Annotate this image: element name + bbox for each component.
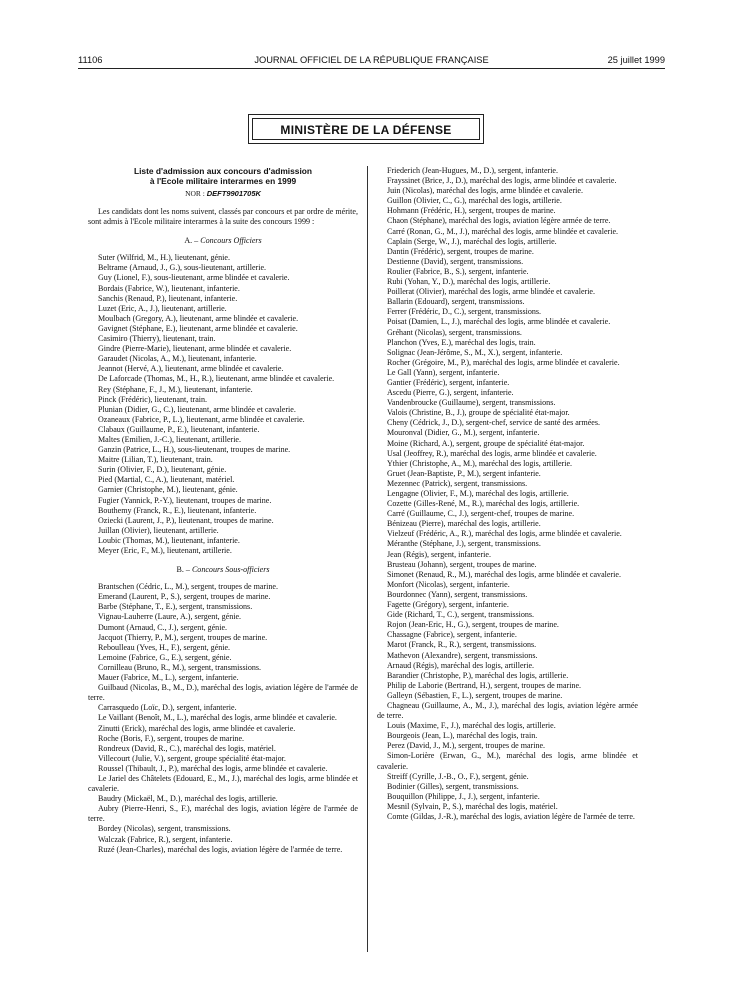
list-item: Bénizeau (Pierre), maréchal des logis, artillerie. (387, 519, 541, 529)
list-item: Vignau-Lauherre (Laure, A.), sergent, génie. (98, 612, 242, 622)
list-item: Plunian (Didier, G., C.), lieutenant, arme blindée et cavalerie. (98, 404, 296, 414)
ministry-box (248, 114, 484, 144)
left-column (88, 166, 358, 855)
column-divider (367, 166, 368, 952)
list-item: Garaudet (Nicolas, A., M.), lieutenant, infanterie. (98, 354, 257, 364)
list-item: Guillon (Olivier, C., G.), maréchal des logis, artillerie. (387, 196, 562, 206)
list-item: Bourdonnec (Yann), sergent, transmissions. (387, 589, 528, 599)
nor-code: DEFT9901705K (206, 189, 261, 198)
list-item: Moine (Richard, A.), sergent, groupe de spécialité état-major. (387, 438, 585, 448)
list-item: Brantschen (Cédric, L., M.), sergent, troupes de marine. (98, 582, 278, 592)
nor-label: NOR : (185, 189, 205, 198)
list-item: Jacquot (Thierry, P., M.), sergent, troupes de marine. (98, 632, 268, 642)
list-item: Rey (Stéphane, F., J., M.), lieutenant, infanterie. (98, 384, 253, 394)
section-a-letter: A. – (184, 236, 199, 246)
list-item: Roche (Boris, F.), sergent, troupes de marine. (98, 733, 245, 743)
list-item: Jean (Régis), sergent, infanterie. (387, 549, 491, 559)
list-item: Destienne (David), sergent, transmissions. (387, 256, 524, 266)
journal-title: JOURNAL OFFICIEL DE LA RÉPUBLIQUE FRANÇAISE (254, 55, 489, 65)
list-item: Gantier (Frédéric), sergent, infanterie. (387, 377, 510, 387)
ministry-title: MINISTÈRE DE LA DÉFENSE (252, 118, 480, 140)
list-item: Rocher (Grégoire, M., P.), maréchal des logis, arme blindée et cavalerie. (387, 357, 620, 367)
list-item: Ferrer (Frédéric, D., C.), sergent, transmissions. (387, 307, 542, 317)
right-column (377, 166, 638, 822)
list-item: Juin (Nicolas), maréchal des logis, arme blindée et cavalerie. (387, 186, 583, 196)
list-item: Bouquillon (Philippe, J., J.), sergent, infanterie. (387, 791, 540, 801)
list-item: Le Vaillant (Benoît, M., L.), maréchal des logis, arme blindée et cavalerie. (98, 713, 337, 723)
section-b-list-left (88, 582, 358, 855)
list-item: Cornilleau (Bruno, R., M.), sergent, transmissions. (98, 662, 262, 672)
list-item: Carré (Ronan, G., M., J.), maréchal des logis, arme blindée et cavalerie. (387, 226, 619, 236)
list-item: Bourgeois (Jean, L.), maréchal des logis, train. (387, 731, 538, 741)
list-item: Ballarin (Edouard), sergent, transmissions. (387, 297, 525, 307)
list-item: Moulbach (Gregory, A.), lieutenant, arme blindée et cavalerie. (98, 313, 299, 323)
list-item: Caplain (Serge, W., J.), maréchal des logis, artillerie. (387, 236, 557, 246)
list-item: Mezennec (Patrick), sergent, transmissions. (387, 478, 528, 488)
list-item: Sanchis (Renaud, P.), lieutenant, infanterie. (98, 293, 238, 303)
list-item: Walczak (Fabrice, R.), sergent, infanterie. (98, 834, 233, 844)
list-item: Pied (Martial, C., A.), lieutenant, matériel. (98, 475, 235, 485)
section-b-title: Concours Sous-officiers (191, 565, 270, 575)
list-item: Carrasquedo (Loïc, D.), sergent, infanterie. (98, 703, 237, 713)
list-item: Gavignet (Stéphane, E.), lieutenant, arme blindée et cavalerie. (98, 323, 298, 333)
list-item: Roussel (Thibault, J., P.), maréchal des logis, arme blindée et cavalerie. (98, 763, 328, 773)
list-item: Valois (Christine, B., J.), groupe de spécialité état-major. (387, 408, 570, 418)
list-item: Carré (Guillaume, C., J.), sergent-chef, troupes de marine. (387, 509, 575, 519)
list-item: Roulier (Fabrice, B., S.), sergent, infanterie. (387, 266, 529, 276)
list-item: De Laforcade (Thomas, M., H., R.), lieutenant, arme blindée et cavalerie. (98, 374, 335, 384)
list-item: Ythier (Christophe, A., M.), maréchal des logis, artillerie. (387, 458, 573, 468)
list-item: Dumont (Arnaud, C., J.), sergent, génie. (98, 622, 228, 632)
notice-title-line-2: à l'Ecole militaire interarmes en 1999 (149, 176, 297, 186)
list-item: Mauer (Fabrice, M., L.), sergent, infanterie. (98, 673, 239, 683)
list-item: Bouthemy (Franck, R., E.), lieutenant, infanterie. (98, 505, 257, 515)
list-item: Ganzin (Patrice, L., H.), sous-lieutenant, troupes de marine. (98, 445, 291, 455)
publication-date: 25 juillet 1999 (607, 55, 665, 65)
list-item: Simonet (Renaud, R., M.), maréchal des logis, arme blindée et cavalerie. (387, 569, 621, 579)
list-item: Jeannot (Hervé, A.), lieutenant, arme blindée et cavalerie. (98, 364, 284, 374)
section-a-title: Concours Officiers (200, 236, 262, 246)
list-item: Casimiro (Thierry), lieutenant, train. (98, 334, 216, 344)
list-item: Emerand (Laurent, P., S.), sergent, troupes de marine. (98, 592, 271, 602)
list-item: Maitre (Lilian, T.), lieutenant, train. (98, 455, 213, 465)
list-item: Aubry (Pierre-Henri, S., F.), maréchal des logis, aviation légère de l'armée de terre. (88, 804, 358, 824)
list-item: Meyer (Eric, F., M.), lieutenant, artillerie. (98, 546, 232, 555)
list-item: Philip de Laborie (Bertrand, H.), sergent, troupes de marine. (387, 680, 582, 690)
list-item: Vielzeuf (Frédéric, A., R.), maréchal des logis, arme blindée et cavalerie. (387, 529, 622, 539)
list-item: Suter (Wilfrid, M., H.), lieutenant, génie. (98, 253, 230, 263)
list-item: Le Gall (Yann), sergent, infanterie. (387, 367, 500, 377)
list-item: Galleyn (Sébastien, F., L.), sergent, troupes de marine. (387, 690, 563, 700)
list-item: Ozaneaux (Fabrice, P., L.), lieutenant, arme blindée et cavalerie. (98, 414, 305, 424)
list-item: Gide (Richard, T., C.), sergent, transmissions. (387, 610, 535, 620)
list-item: Bordais (Fabrice, W.), lieutenant, infanterie. (98, 283, 240, 293)
list-item: Luzet (Eric, A., J.), lieutenant, artillerie. (98, 303, 227, 313)
list-item: Chaon (Stéphane), maréchal des logis, aviation légère armée de terre. (387, 216, 611, 226)
list-item: Méranthe (Stéphane, J.), sergent, transmissions. (387, 539, 541, 549)
list-item: Guilbaud (Nicolas, B., M., D.), maréchal des logis, aviation légère de l'armée de terre. (88, 683, 358, 703)
list-item: Villecourt (Julie, V.), sergent, groupe spécialité état-major. (98, 753, 286, 763)
list-item: Frayssinet (Brice, J., D.), maréchal des logis, arme blindée et cavalerie. (387, 176, 617, 186)
list-item: Perez (David, J., M.), sergent, troupes de marine. (387, 741, 546, 751)
list-item: Maltes (Emilien, J.-C.), lieutenant, artillerie. (98, 434, 242, 444)
list-item: Poillerat (Olivier), maréchal des logis, arme blindée et cavalerie. (387, 287, 596, 297)
list-item: Fugier (Yannick, P.-Y.), lieutenant, troupes de marine. (98, 495, 272, 505)
list-item: Pinck (Frédéric), lieutenant, train. (98, 394, 208, 404)
section-b-heading (88, 565, 358, 575)
list-item: Comte (Gildas, J.-R.), maréchal des logis, aviation légère de l'armée de terre. (387, 812, 635, 821)
list-item: Surin (Olivier, F., D.), lieutenant, génie. (98, 465, 227, 475)
list-item: Reboulleau (Yves, H., F.), sergent, génie. (98, 642, 231, 652)
list-item: Rondreux (David, R., C.), maréchal des logis, matériel. (98, 743, 276, 753)
list-item: Ruzé (Jean-Charles), maréchal des logis, aviation légère de l'armée de terre. (98, 844, 343, 854)
list-item: Le Jariel des Châtelets (Edouard, E., M., J.), maréchal des logis, arme blindée et cavalerie. (88, 773, 358, 794)
list-item: Zinutti (Erick), maréchal des logis, arme blindée et cavalerie. (98, 723, 296, 733)
list-item: Chassagne (Fabrice), sergent, infanterie. (387, 630, 517, 640)
list-item: Usal (Jeoffrey, R.), maréchal des logis, arme blindée et cavalerie. (387, 448, 597, 458)
list-item: Mouronval (Didier, G., M.), sergent, infanterie. (387, 428, 540, 438)
list-item: Garnier (Christophe, M.), lieutenant, génie. (98, 485, 238, 495)
list-item: Simon-Lorière (Erwan, G., M.), maréchal des logis, arme blindée et cavalerie. (377, 751, 638, 771)
list-item: Beltrame (Arnaud, J., G.), sous-lieutenant, artillerie. (98, 263, 267, 273)
list-item: Barandier (Christophe, P.), maréchal des logis, artillerie. (387, 670, 569, 680)
list-item: Vandenbroucke (Guillaume), sergent, transmissions. (387, 398, 556, 408)
list-item: Mathevon (Alexandre), sergent, transmissions. (387, 650, 538, 660)
list-item: Mesnil (Sylvain, P., S.), maréchal des logis, matériel. (387, 801, 558, 811)
list-item: Chagneau (Guillaume, A., M., J.), maréchal des logis, aviation légère armée de terre. (377, 700, 638, 721)
list-item: Bodinier (Gilles), sergent, transmissions. (387, 781, 519, 791)
list-item: Baudry (Mickaël, M., D.), maréchal des logis, artillerie. (98, 794, 278, 804)
header-rule (78, 68, 665, 69)
list-item: Oziecki (Laurent, J., P.), lieutenant, troupes de marine. (98, 515, 274, 525)
list-item: Monfort (Nicolas), sergent, infanterie. (387, 579, 510, 589)
nor-reference (88, 188, 358, 199)
list-item: Hohmann (Frédéric, H.), sergent, troupes de marine. (387, 206, 556, 216)
list-item: Brusteau (Johann), sergent, troupes de marine. (387, 559, 537, 569)
notice-title-line-1: Liste d'admission aux concours d'admission (133, 166, 313, 176)
list-item: Arnaud (Régis), maréchal des logis, artillerie. (387, 660, 535, 670)
list-item: Gréhant (Nicolas), sergent, transmissions. (387, 327, 522, 337)
list-item: Cozette (Gilles-René, M., R.), maréchal des logis, artillerie. (387, 499, 580, 509)
section-b-list-right (377, 166, 638, 822)
list-item: Cheny (Cédrick, J., D.), sergent-chef, service de santé des armées. (387, 418, 601, 428)
list-item: Clabaux (Guillaume, P., E.), lieutenant, infanterie. (98, 424, 260, 434)
list-item: Fagette (Grégory), sergent, infanterie. (387, 600, 509, 610)
list-item: Bordey (Nicolas), sergent, transmissions. (98, 824, 231, 834)
list-item: Solignac (Jean-Jérôme, S., M., X.), sergent, infanterie. (387, 347, 563, 357)
list-item: Planchon (Yves, E.), maréchal des logis, train. (387, 337, 536, 347)
list-item: Loubic (Thomas, M.), lieutenant, infanterie. (98, 535, 240, 545)
list-item: Juillan (Olivier), lieutenant, artillerie. (98, 525, 219, 535)
list-item: Marot (Franck, R., R.), sergent, transmissions. (387, 640, 537, 650)
list-item: Rubi (Yohan, Y., D.), maréchal des logis, artillerie. (387, 277, 551, 287)
list-item: Lengagne (Olivier, F., M.), maréchal des logis, artillerie. (387, 489, 569, 498)
list-item: Barbe (Stéphane, T., E.), sergent, transmissions. (98, 602, 253, 612)
list-item: Dantin (Frédéric), sergent, troupes de marine. (387, 246, 534, 256)
list-item: Streiff (Cyrille, J.-B., O., F.), sergent, génie. (387, 771, 529, 781)
section-a-list (88, 253, 358, 556)
list-item: Ascedu (Pierre, G.), sergent, infanterie. (387, 388, 514, 398)
list-item: Friederich (Jean-Hugues, M., D.), sergent, infanterie. (387, 166, 559, 175)
list-item: Gindre (Pierre-Marie), lieutenant, arme blindée et cavalerie. (98, 344, 292, 354)
section-a-heading (88, 236, 358, 246)
section-b-letter: B. – (176, 565, 190, 575)
list-item: Rojon (Jean-Eric, H., G.), sergent, troupes de marine. (387, 620, 559, 630)
list-item: Louis (Maxime, F., J.), maréchal des logis, artillerie. (387, 721, 556, 731)
page-number: 11106 (78, 55, 103, 65)
list-item: Poisat (Damien, L., J.), maréchal des logis, arme blindée et cavalerie. (387, 317, 611, 327)
list-item: Gruet (Jean-Baptiste, P., M.), sergent infanterie. (387, 468, 541, 478)
notice-intro: Les candidats dont les noms suivent, classés par concours et par ordre de mérite, sont admis à l'Ecole militaire interarmes à la suite des concours 1999 : (88, 207, 358, 227)
list-item: Guy (Lionel, F.), sous-lieutenant, arme blindée et cavalerie. (98, 273, 290, 283)
list-item: Lemoine (Fabrice, G., E.), sergent, génie. (98, 652, 232, 662)
